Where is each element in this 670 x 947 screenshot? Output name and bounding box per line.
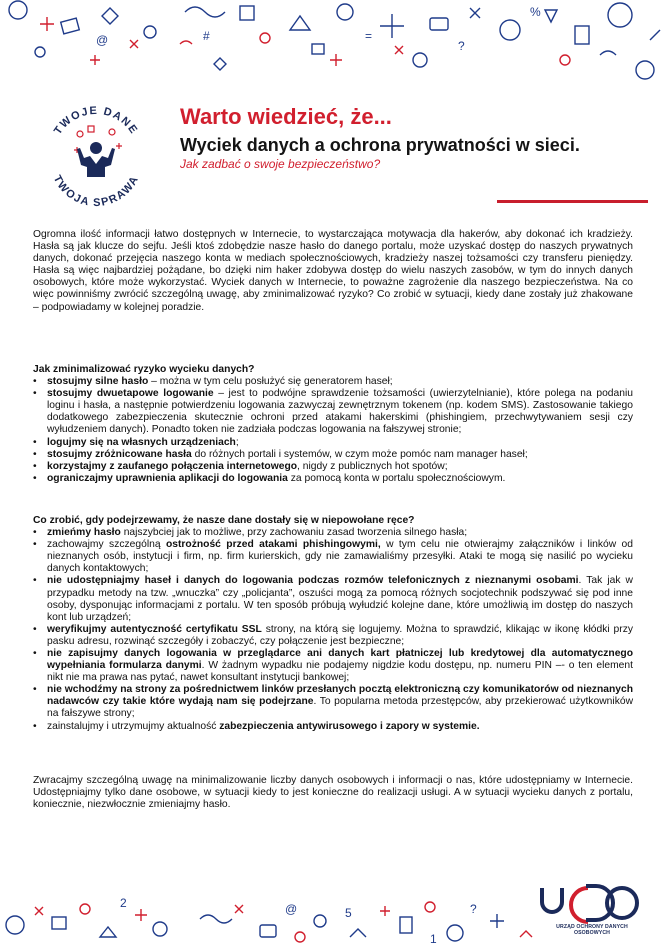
list-item: • logujmy się na własnych urządzeniach;: [33, 437, 633, 449]
svg-text:TWOJE DANE: TWOJE DANE: [51, 104, 141, 137]
list-item: • weryfikujmy autentyczność certyfikatu SSL strony, na którą się logujemy. Można to sprawdzić, klikając w ikonę kłódki przy pasku adresu, rozwinąć szczegóły i zobaczyć, czy połączenie jest bezpieczne;: [33, 624, 633, 648]
svg-text:?: ?: [458, 39, 465, 53]
svg-text:TWOJA SPRAWA: TWOJA SPRAWA: [50, 173, 142, 210]
section1-list: [33, 376, 633, 485]
svg-text:#: #: [203, 29, 210, 43]
list-item: • zainstalujmy i utrzymujmy aktualność zabezpieczenia antywirusowego i zapory w systemie.: [33, 721, 633, 733]
closing-paragraph: Zwracajmy szczególną uwagę na minimalizowanie liczby danych osobowych i informacji o nas, które udostępniamy w Internecie. Udostępniajmy tylko dane osobowe, w sytuacji kiedy to jest konieczne do realizacji usługi. A w sytuacji wycieku danych z portalu, koniecznie, niezwłocznie zmieniajmy hasło.: [33, 774, 633, 810]
page-tagline: Jak zadbać o swoje bezpieczeństwo?: [180, 157, 381, 171]
svg-text:1: 1: [430, 932, 437, 946]
article-body: [33, 229, 633, 811]
list-item: • stosujmy zróżnicowane hasła do różnych portali i systemów, w czym może pomóc nam manager haseł;: [33, 449, 633, 461]
list-item: • nie udostępniajmy haseł i danych do logowania podczas rozmów telefonicznych z nieznanymi osobami. Tak jak w przypadku metody na tzw. „wnuczka” czy „policjanta”, oszuści mogą za pomocą różnych socjotechnik podszywać się pod inne osoby, dysponując informacjami z portalu. W ten sposób próbują wyłudzić kolejne dane, które umożliwią im dostęp do naszych kont lub urządzeń;: [33, 575, 633, 623]
svg-text:@: @: [285, 902, 298, 916]
list-item: • stosujmy dwuetapowe logowanie – jest to podwójne sprawdzenie tożsamości (uwierzytelnianie), które polega na podaniu loginu i hasła, a następnie potwierdzeniu logowania zazwyczaj zewnętrznym tokenem (np. kodem SMS). Zastosowanie takiego dodatkowego zabezpieczenia skutecznie ochroni przed atakami hakerskimi (phishingiem, przechwytywaniem sesji czy wyłudzeniem danych). Ponadto token nie zadziała podczas logowania na fałszywej stronie;: [33, 388, 633, 436]
list-item: • stosujmy silne hasło – można w tym celu posłużyć się generatorem haseł;: [33, 376, 633, 388]
page-title: Warto wiedzieć, że...: [180, 104, 392, 129]
svg-text:5: 5: [345, 906, 352, 920]
title-underline: [497, 200, 648, 203]
twoje-dane-logo: [40, 100, 152, 212]
section1-heading: Jak zminimalizować ryzyko wycieku danych?: [33, 364, 255, 375]
intro-paragraph: Ogromna ilość informacji łatwo dostępnych w Internecie, to wystarczająca motywacja dla hakerów, aby dokonać ich kradzieży. Hasła są jak klucze do sejfu. Jeśli ktoś zdobędzie nasze hasło do danego portalu, może uzyskać dostęp do naszych prywatnych danych, dokonać przejęcia naszego konta w mediach społecznościowych, kradzieży naszej tożsamości czy transferu pieniędzy. Hasła są więc najbardziej pożądane, bo dzięki nim haker zdobywa dostęp do wielu naszych zasobów, w tym do innych danych osobowych, które może wykorzystać. Wyciek danych w Internecie, to poważne zagrożenie dla naszego bezpieczeństwa. Na co więc powinniśmy zwrócić szczególną uwagę, aby zminimalizować ryzyko? Co zrobić w sytuacji, kiedy dane zostały już zhakowane – podpowiadamy w kolejnej poradzie.: [33, 229, 633, 313]
header: [180, 104, 640, 172]
svg-text:@: @: [96, 33, 109, 47]
list-item: • nie zapisujmy danych logowania w przeglądarce ani danych kart płatniczej lub kredytowej dla automatycznego wypełniania formularza danymi. W żadnym wypadku nie podajemy nigdzie kodu dostępu, np. numeru PIN –- o ten element nikt nie ma prawa nas pytać, nawet konsultant instytucji bankowej;: [33, 648, 633, 684]
list-item: • zachowajmy szczególną ostrożność przed atakami phishingowymi, w tym celu nie otwierajmy załączników i linków od nieznanych osób, instytucji i firm, np. firm kurierskich, gdy nie zamawialiśmy przesyłki. Ataki te mogą się nasilić po wycieku danych kontaktowych;: [33, 539, 633, 575]
list-item: • zmieńmy hasło najszybciej jak to możliwe, przy zachowaniu zasad tworzenia silnego hasła;: [33, 527, 633, 539]
svg-text:2: 2: [120, 896, 127, 910]
list-item: • korzystajmy z zaufanego połączenia internetowego, nigdy z publicznych hot spotów;: [33, 461, 633, 473]
list-item: • ograniczajmy uprawnienia aplikacji do logowania za pomocą konta w portalu społecznościowym.: [33, 473, 633, 485]
svg-text:=: =: [365, 29, 373, 43]
list-item: • nie wchodźmy na strony za pośrednictwem linków przesłanych pocztą elektroniczną czy komunikatorów od nieznanych nadawców czy takie które wydają nam się podejrzane. To popularna metoda przestępców, aby przekierować użytkowników na fałszywe strony;: [33, 684, 633, 720]
svg-text:%: %: [530, 5, 541, 19]
section2-list: [33, 527, 633, 733]
section2-heading: Co zrobić, gdy podejrzewamy, że nasze dane dostały się w niepowołane ręce?: [33, 514, 415, 526]
doodle-border-top: [0, 0, 670, 90]
svg-text:?: ?: [470, 902, 477, 916]
page-subtitle: Wyciek danych a ochrona prywatności w sieci.: [180, 135, 580, 155]
brand-name: URZĄD OCHRONY DANYCH OSOBOWYCH: [556, 924, 628, 936]
